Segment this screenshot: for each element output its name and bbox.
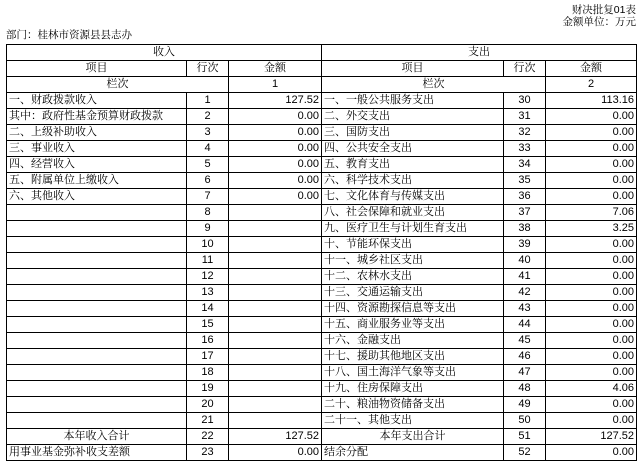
income-line: 7 <box>187 189 229 205</box>
expend-item: 八、社会保障和就业支出 <box>322 205 504 221</box>
amount-unit-note: 金额单位：万元 <box>562 16 636 28</box>
expend-item: 十九、住房保障支出 <box>322 381 504 397</box>
income-item <box>7 205 187 221</box>
expend-line: 42 <box>504 285 546 301</box>
expend-line: 44 <box>504 317 546 333</box>
table-row <box>7 365 637 381</box>
expend-line: 35 <box>504 173 546 189</box>
income-item <box>7 317 187 333</box>
income-item <box>7 365 187 381</box>
expend-amount: 4.06 <box>546 381 637 397</box>
expend-amount: 113.16 <box>546 93 637 109</box>
income-line: 3 <box>187 125 229 141</box>
expend-item: 七、文化体育与传媒支出 <box>322 189 504 205</box>
col-number-label-income: 栏次 <box>7 77 229 93</box>
income-item: 其中：政府性基金预算财政拨款 <box>7 109 187 125</box>
income-amount <box>229 237 322 253</box>
income-line: 6 <box>187 173 229 189</box>
income-amount <box>229 301 322 317</box>
income-item <box>7 285 187 301</box>
income-line: 8 <box>187 205 229 221</box>
col-header-expend-item: 项目 <box>322 61 504 77</box>
expend-amount: 0.00 <box>546 125 637 141</box>
expend-line: 38 <box>504 221 546 237</box>
expend-amount: 0.00 <box>546 349 637 365</box>
expend-line: 43 <box>504 301 546 317</box>
col-header-expend-line: 行次 <box>504 61 546 77</box>
expend-line: 36 <box>504 189 546 205</box>
expend-amount: 0.00 <box>546 237 637 253</box>
expend-amount: 0.00 <box>546 365 637 381</box>
expend-amount: 0.00 <box>546 189 637 205</box>
table-row <box>7 397 637 413</box>
table-row <box>7 141 637 157</box>
income-line: 21 <box>187 413 229 429</box>
expend-amount: 7.06 <box>546 205 637 221</box>
table-row <box>7 381 637 397</box>
expend-item: 三、国防支出 <box>322 125 504 141</box>
expend-total-label: 本年支出合计 <box>322 429 504 445</box>
income-item: 用事业基金弥补收支差额 <box>7 445 187 461</box>
income-amount <box>229 381 322 397</box>
expend-line: 39 <box>504 237 546 253</box>
income-item <box>7 381 187 397</box>
expend-amount: 0.00 <box>546 317 637 333</box>
income-amount: 0.00 <box>229 157 322 173</box>
expend-item: 四、公共安全支出 <box>322 141 504 157</box>
col-number-income: 1 <box>229 77 322 93</box>
income-line: 13 <box>187 285 229 301</box>
expend-item: 二十、粮油物资储备支出 <box>322 397 504 413</box>
income-line: 1 <box>187 93 229 109</box>
expend-item: 十五、商业服务业等支出 <box>322 317 504 333</box>
group-header-row <box>7 45 637 61</box>
income-line: 10 <box>187 237 229 253</box>
income-amount <box>229 221 322 237</box>
income-amount <box>229 317 322 333</box>
expend-item: 十四、资源勘探信息等支出 <box>322 301 504 317</box>
income-line: 23 <box>187 445 229 461</box>
col-header-income-line: 行次 <box>187 61 229 77</box>
income-line: 15 <box>187 317 229 333</box>
income-item <box>7 221 187 237</box>
expend-item: 一、一般公共服务支出 <box>322 93 504 109</box>
income-item <box>7 237 187 253</box>
income-line: 2 <box>187 109 229 125</box>
income-line: 11 <box>187 253 229 269</box>
expend-line: 37 <box>504 205 546 221</box>
expend-amount: 0.00 <box>546 141 637 157</box>
column-number-row <box>7 77 637 93</box>
form-code: 财决批复01表 <box>571 4 636 16</box>
table-row <box>7 301 637 317</box>
income-total-label: 本年收入合计 <box>7 429 187 445</box>
income-item <box>7 349 187 365</box>
income-amount: 0.00 <box>229 125 322 141</box>
income-line: 20 <box>187 397 229 413</box>
income-line: 12 <box>187 269 229 285</box>
table-row <box>7 349 637 365</box>
table-row <box>7 221 637 237</box>
income-line: 18 <box>187 365 229 381</box>
income-item <box>7 397 187 413</box>
col-header-income-amount: 金额 <box>229 61 322 77</box>
income-amount <box>229 269 322 285</box>
col-header-income-item: 项目 <box>7 61 187 77</box>
table-row <box>7 445 637 461</box>
income-line: 14 <box>187 301 229 317</box>
expend-line: 32 <box>504 125 546 141</box>
table-row <box>7 269 637 285</box>
table-row <box>7 125 637 141</box>
expend-line: 40 <box>504 253 546 269</box>
income-amount: 0.00 <box>229 189 322 205</box>
income-item <box>7 413 187 429</box>
budget-table <box>6 44 637 461</box>
group-header-expenditure: 支出 <box>322 45 637 61</box>
expend-item: 六、科学技术支出 <box>322 173 504 189</box>
income-amount: 127.52 <box>229 93 322 109</box>
expend-amount: 0.00 <box>546 445 637 461</box>
income-item <box>7 333 187 349</box>
expend-line: 34 <box>504 157 546 173</box>
income-line: 17 <box>187 349 229 365</box>
expend-line: 48 <box>504 381 546 397</box>
expend-item: 十三、交通运输支出 <box>322 285 504 301</box>
table-row <box>7 237 637 253</box>
income-line: 4 <box>187 141 229 157</box>
expend-item: 二十一、其他支出 <box>322 413 504 429</box>
expend-item: 十八、国土海洋气象等支出 <box>322 365 504 381</box>
income-item: 四、经营收入 <box>7 157 187 173</box>
expend-amount: 0.00 <box>546 253 637 269</box>
expend-item: 二、外交支出 <box>322 109 504 125</box>
income-item: 二、上级补助收入 <box>7 125 187 141</box>
form-header-right <box>6 4 636 28</box>
col-number-expend: 2 <box>546 77 637 93</box>
expend-amount: 0.00 <box>546 285 637 301</box>
expend-amount: 0.00 <box>546 109 637 125</box>
income-amount <box>229 349 322 365</box>
income-item: 六、其他收入 <box>7 189 187 205</box>
income-item <box>7 269 187 285</box>
income-amount <box>229 413 322 429</box>
expend-line: 30 <box>504 93 546 109</box>
table-row <box>7 253 637 269</box>
income-amount <box>229 397 322 413</box>
expend-amount: 0.00 <box>546 301 637 317</box>
income-amount <box>229 333 322 349</box>
expend-line: 41 <box>504 269 546 285</box>
expend-item: 十七、援助其他地区支出 <box>322 349 504 365</box>
table-row <box>7 189 637 205</box>
expend-line: 50 <box>504 413 546 429</box>
expend-line: 49 <box>504 397 546 413</box>
income-amount: 0.00 <box>229 109 322 125</box>
income-amount <box>229 205 322 221</box>
expend-item: 十一、城乡社区支出 <box>322 253 504 269</box>
col-number-label-expend: 栏次 <box>322 77 546 93</box>
expend-total-amount: 127.52 <box>546 429 637 445</box>
income-total-line: 22 <box>187 429 229 445</box>
expend-amount: 0.00 <box>546 413 637 429</box>
expend-item: 五、教育支出 <box>322 157 504 173</box>
income-item: 三、事业收入 <box>7 141 187 157</box>
total-row <box>7 429 637 445</box>
income-item: 五、附属单位上缴收入 <box>7 173 187 189</box>
expend-amount: 0.00 <box>546 269 637 285</box>
group-header-income: 收入 <box>7 45 322 61</box>
expend-item: 十六、金融支出 <box>322 333 504 349</box>
expend-item: 结余分配 <box>322 445 504 461</box>
expend-amount: 3.25 <box>546 221 637 237</box>
table-row <box>7 333 637 349</box>
expend-line: 31 <box>504 109 546 125</box>
expend-line: 46 <box>504 349 546 365</box>
expend-line: 52 <box>504 445 546 461</box>
income-item <box>7 301 187 317</box>
table-row <box>7 109 637 125</box>
expend-item: 十二、农林水支出 <box>322 269 504 285</box>
income-amount <box>229 253 322 269</box>
table-row <box>7 317 637 333</box>
income-amount: 0.00 <box>229 445 322 461</box>
expend-line: 45 <box>504 333 546 349</box>
income-line: 9 <box>187 221 229 237</box>
income-amount: 0.00 <box>229 141 322 157</box>
income-item: 一、财政拨款收入 <box>7 93 187 109</box>
table-row <box>7 205 637 221</box>
table-row <box>7 413 637 429</box>
department-label: 部门：桂林市资源县县志办 <box>6 29 132 41</box>
expend-item: 九、医疗卫生与计划生育支出 <box>322 221 504 237</box>
income-item <box>7 253 187 269</box>
table-row <box>7 173 637 189</box>
expend-item: 十、节能环保支出 <box>322 237 504 253</box>
income-line: 16 <box>187 333 229 349</box>
expend-amount: 0.00 <box>546 397 637 413</box>
income-amount: 0.00 <box>229 173 322 189</box>
income-line: 19 <box>187 381 229 397</box>
income-amount <box>229 365 322 381</box>
expend-amount: 0.00 <box>546 333 637 349</box>
expend-line: 47 <box>504 365 546 381</box>
expend-line: 33 <box>504 141 546 157</box>
expend-amount: 0.00 <box>546 173 637 189</box>
table-row <box>7 93 637 109</box>
table-row <box>7 157 637 173</box>
income-line: 5 <box>187 157 229 173</box>
expend-amount: 0.00 <box>546 157 637 173</box>
col-header-expend-amount: 金额 <box>546 61 637 77</box>
income-total-amount: 127.52 <box>229 429 322 445</box>
expend-total-line: 51 <box>504 429 546 445</box>
income-amount <box>229 285 322 301</box>
table-row <box>7 285 637 301</box>
column-header-row <box>7 61 637 77</box>
